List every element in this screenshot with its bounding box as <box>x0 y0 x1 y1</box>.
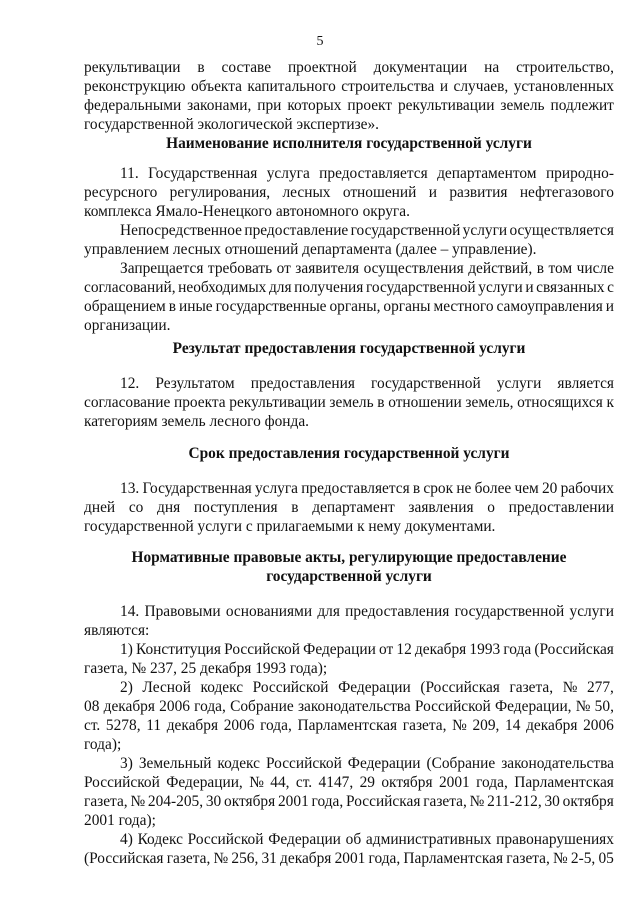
word: государственной <box>371 375 481 392</box>
word: 2) <box>120 679 133 696</box>
paragraph-line <box>120 164 614 183</box>
word: Правовыми <box>144 603 221 620</box>
word: предоставления <box>345 603 450 620</box>
word: дней <box>84 499 116 516</box>
word: Запрещается <box>120 260 204 277</box>
word: Федерации <box>338 679 411 696</box>
word: 4) <box>120 831 133 848</box>
word: в <box>168 298 177 315</box>
word: о <box>487 499 495 516</box>
page-number: 5 <box>316 34 324 49</box>
word: и <box>525 279 534 296</box>
paragraph-line <box>84 278 614 297</box>
word: декабря <box>526 717 578 734</box>
paragraph-line: комплекса Ямало-Ненецкого автономного округа. <box>84 203 410 220</box>
word: 11 <box>146 717 162 734</box>
word: ресурсного <box>84 184 158 201</box>
word: Конституция <box>135 641 221 658</box>
section-heading: Результат предоставления государственной услуги <box>172 340 526 357</box>
word: рекультивации <box>397 97 495 114</box>
word: № <box>452 717 467 734</box>
word: рекультивации <box>84 59 181 76</box>
word: декабря <box>414 641 467 658</box>
word: Федерации, <box>495 698 572 715</box>
word: государственной <box>454 603 565 620</box>
paragraph-line: категориям земель лесного фонда. <box>84 413 310 430</box>
word: 13. <box>120 480 140 497</box>
word: поступления <box>193 499 278 516</box>
paragraph-line <box>120 678 614 697</box>
word: 2006 <box>583 717 614 734</box>
word: 5278, <box>105 717 141 734</box>
word: предоставление <box>244 222 349 239</box>
word: Результатом <box>155 375 235 392</box>
paragraph-line: являются: <box>84 622 150 639</box>
word: газета, <box>423 793 467 810</box>
paragraph-line <box>120 830 614 849</box>
word: 2001 <box>277 793 309 810</box>
paragraph-line <box>84 498 614 517</box>
word: Российской <box>187 831 264 848</box>
word: 12. <box>120 375 140 392</box>
word: Российской <box>252 679 329 696</box>
word: Парламентская <box>514 774 614 791</box>
word: отношений <box>342 184 417 201</box>
word: требовать <box>207 260 273 277</box>
word: является <box>557 375 614 392</box>
paragraph-line <box>84 849 614 868</box>
word: получения <box>294 279 364 296</box>
word: № <box>575 698 591 715</box>
word: декабря <box>166 717 219 734</box>
word: 14 <box>505 717 521 734</box>
word: 1) <box>120 641 133 658</box>
word: 05 <box>598 850 614 867</box>
word: Российская <box>346 793 421 810</box>
word: и <box>605 298 614 315</box>
paragraph-line <box>84 96 614 115</box>
word: законодательства <box>297 698 411 715</box>
paragraph-line: организации. <box>84 317 171 334</box>
word: № <box>130 793 146 810</box>
word: государственные <box>215 298 327 315</box>
word: государственной <box>350 222 461 239</box>
section-heading: Наименование исполнителя государственной услуги <box>166 135 532 152</box>
word: газета, <box>166 850 211 867</box>
word: и <box>428 184 437 201</box>
section-heading: государственной услуги <box>266 568 432 585</box>
word: 44, <box>270 774 290 791</box>
word: услуга <box>266 165 310 182</box>
section-heading: Нормативные правовые акты, регулирующие предоставление <box>131 549 567 566</box>
word: случаев, <box>453 78 509 95</box>
word: правонарушениях <box>496 831 614 848</box>
word: Российской <box>265 755 342 772</box>
word: органы, <box>329 298 381 315</box>
word: 2-5, <box>570 850 596 867</box>
word: чем <box>514 480 539 497</box>
word: Российской <box>224 641 300 658</box>
word: 256, <box>231 850 259 867</box>
word: обращением <box>84 298 166 315</box>
word: № <box>469 793 485 810</box>
word: числе <box>576 260 614 277</box>
word: 14. <box>120 603 140 620</box>
word: услуги <box>496 375 542 392</box>
word: Федерации <box>268 831 341 848</box>
word: 2001 <box>334 850 366 867</box>
word: 204-205, <box>147 793 204 810</box>
word: услуги <box>462 222 508 239</box>
word: проектной <box>287 59 357 76</box>
word: необходимых <box>178 279 267 296</box>
paragraph-line: управлением лесных отношений департамента (далее – управление). <box>84 241 537 258</box>
word: (Российская <box>420 679 500 696</box>
paragraph-line <box>84 697 614 716</box>
word: кодекс <box>200 679 244 696</box>
word: осуществляется <box>509 222 614 239</box>
word: и <box>439 78 449 95</box>
word: относящихся <box>517 394 603 411</box>
word: года, <box>476 774 508 791</box>
paragraph-line: государственной экологической экспертизе». <box>84 116 380 133</box>
word: департаментом <box>437 165 537 182</box>
word: Федерации <box>303 641 376 658</box>
word: 2006 <box>159 698 190 715</box>
word: нефтегазового <box>519 184 614 201</box>
word: рабочих <box>560 480 614 497</box>
word: в <box>536 260 544 277</box>
word: 20 <box>541 480 558 497</box>
word: услуги <box>569 603 614 620</box>
paragraph-line <box>120 374 614 393</box>
paragraph-line: государственной услуги с прилагаемыми к нему документами. <box>84 518 496 535</box>
word: 2006 <box>223 717 255 734</box>
word: лесных <box>282 184 331 201</box>
word: заявителя <box>295 260 360 277</box>
word: в <box>197 59 205 76</box>
word: основаниями <box>225 603 313 620</box>
word: 2001 <box>438 774 470 791</box>
word: Парламентская <box>403 850 504 867</box>
word: предоставлении <box>508 499 614 516</box>
word: Лесной <box>142 679 191 696</box>
word: октября <box>381 774 433 791</box>
paragraph-line: газета, № 237, 25 декабря 1993 года); <box>84 660 328 677</box>
word: 1993 <box>469 641 501 658</box>
word: октября <box>224 793 276 810</box>
word: Российской <box>84 774 160 791</box>
word: 29 <box>359 774 375 791</box>
word: 11. <box>120 165 139 182</box>
word: земель <box>500 97 545 114</box>
word: согласование <box>84 394 171 411</box>
word: государственной <box>365 279 476 296</box>
word: капитального <box>247 78 336 95</box>
word: декабря <box>103 698 155 715</box>
paragraph-line <box>120 221 614 240</box>
word: при <box>257 97 282 114</box>
word: в <box>377 394 385 411</box>
paragraph-line: года); <box>84 736 122 753</box>
paragraph-line: 2001 года); <box>84 812 156 829</box>
word: органы <box>383 298 431 315</box>
paragraph-line <box>84 77 614 96</box>
word: года, <box>194 698 226 715</box>
word: ст. <box>84 717 101 734</box>
word: с <box>607 279 614 296</box>
word: 3) <box>120 755 133 772</box>
word: 277, <box>586 679 614 696</box>
word: действий, <box>468 260 533 277</box>
word: в <box>412 480 421 497</box>
word: для <box>268 279 292 296</box>
word: газета, <box>402 717 447 734</box>
word: которых <box>287 97 342 114</box>
word: (Российская <box>534 641 614 658</box>
word: года, <box>368 850 401 867</box>
word: Государственная <box>148 165 258 182</box>
word: 211-212, <box>487 793 542 810</box>
word: 4147, <box>318 774 354 791</box>
word: к <box>606 394 614 411</box>
word: земель, <box>465 394 514 411</box>
paragraph-line <box>84 773 614 792</box>
section-heading: Срок предоставления государственной услуги <box>188 445 510 462</box>
word: самоуправления <box>496 298 603 315</box>
word: установленных <box>513 78 614 95</box>
word: года, <box>311 793 344 810</box>
word: декабря <box>280 850 332 867</box>
word: административных <box>365 831 492 848</box>
word: газета, <box>509 679 554 696</box>
word: отношении <box>388 394 462 411</box>
word: строительство, <box>516 59 614 76</box>
word: 31 <box>261 850 277 867</box>
word: года, <box>260 717 292 734</box>
word: года <box>503 641 532 658</box>
word: не <box>456 480 472 497</box>
word: проекта <box>173 394 226 411</box>
word: Кодекс <box>137 831 183 848</box>
word: подлежит <box>550 97 614 114</box>
word: строительства <box>341 78 435 95</box>
word: законодательства <box>501 755 614 772</box>
word: Земельный <box>138 755 212 772</box>
paragraph-line <box>84 58 614 77</box>
word: Собрание <box>230 698 294 715</box>
word: от <box>379 641 394 658</box>
paragraph-line <box>120 259 614 278</box>
word: об <box>345 831 362 848</box>
paragraph-line <box>84 393 614 412</box>
word: законами, <box>187 97 252 114</box>
word: предоставляется <box>319 165 428 182</box>
word: 12 <box>396 641 412 658</box>
word: связанных <box>536 279 605 296</box>
word: Федерации <box>347 755 421 772</box>
word: составе <box>221 59 272 76</box>
word: на <box>484 59 500 76</box>
word: земель <box>329 394 374 411</box>
word: № <box>249 774 264 791</box>
word: кодекс <box>217 755 260 772</box>
word: ст. <box>295 774 313 791</box>
word: (Собрание <box>426 755 496 772</box>
paragraph-line <box>84 183 614 202</box>
word: со <box>128 499 144 516</box>
word: природно- <box>545 165 614 182</box>
word: срок <box>423 480 454 497</box>
word: рекультивации <box>229 394 326 411</box>
word: № <box>213 850 229 867</box>
word: дня <box>157 499 181 516</box>
word: газета, <box>506 850 550 867</box>
word: реконструкцию <box>84 78 186 95</box>
paragraph-line <box>84 716 614 735</box>
word: департамент <box>312 499 395 516</box>
word: Российской <box>414 698 491 715</box>
paragraph-line <box>120 754 614 773</box>
word: 209, <box>472 717 500 734</box>
word: для <box>317 603 340 620</box>
word: услуги <box>478 279 523 296</box>
word: развития <box>449 184 508 201</box>
word: регулирования, <box>169 184 271 201</box>
word: документации <box>373 59 468 76</box>
word: октября <box>562 793 614 810</box>
word: Парламентская <box>297 717 398 734</box>
word: 30 <box>544 793 560 810</box>
word: услуга <box>254 480 298 497</box>
paragraph-line <box>120 640 614 659</box>
paragraph-line <box>120 479 614 498</box>
word: 30 <box>205 793 222 810</box>
word: от <box>276 260 291 277</box>
word: заявления <box>408 499 474 516</box>
word: том <box>548 260 573 277</box>
word: № <box>562 679 578 696</box>
word: объекта <box>190 78 242 95</box>
paragraph-line <box>84 297 614 316</box>
word: иные <box>178 298 213 315</box>
word: 08 <box>84 698 100 715</box>
word: предоставляется <box>301 480 410 497</box>
word: Федерации, <box>166 774 243 791</box>
word: Государственная <box>142 480 252 497</box>
word: (Российская <box>84 850 164 867</box>
word: местного <box>433 298 494 315</box>
word: в <box>291 499 299 516</box>
word: согласований, <box>84 279 176 296</box>
word: предоставления <box>250 375 355 392</box>
word: Непосредственное <box>120 222 242 239</box>
word: газета, <box>84 793 128 810</box>
word: проект <box>347 97 393 114</box>
paragraph-line <box>84 792 614 811</box>
paragraph-line <box>120 602 614 621</box>
word: осуществления <box>363 260 464 277</box>
word: 50, <box>594 698 614 715</box>
word: № <box>553 850 568 867</box>
word: федеральными <box>84 97 182 114</box>
word: более <box>474 480 512 497</box>
